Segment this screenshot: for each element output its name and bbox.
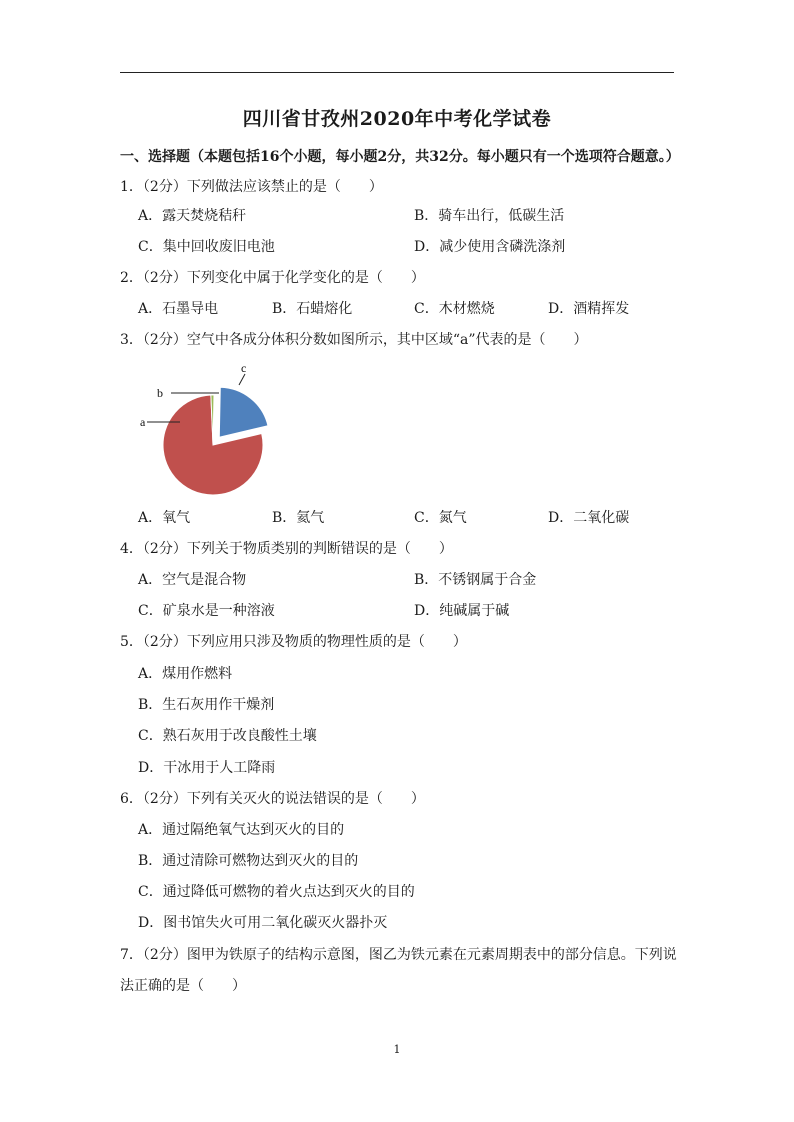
question-3-option-c[interactable]: C．氮气 [414, 510, 467, 526]
pie-label-b: b [157, 386, 163, 400]
question-5-option-b[interactable]: B．生石灰用作干燥剂 [138, 697, 275, 713]
question-6-option-d[interactable]: D．图书馆失火可用二氧化碳灭火器扑灭 [138, 915, 388, 931]
question-2-option-b[interactable]: B．石蜡熔化 [272, 301, 353, 317]
section-heading: 一、选择题（本题包括16个小题，每小题2分，共32分。每小题只有一个选项符合题意。） [120, 149, 680, 165]
question-6-stem: 6．（2分）下列有关灭火的说法错误的是（ ） [120, 791, 425, 807]
page-number: 1 [393, 1043, 401, 1056]
question-2-stem: 2．（2分）下列变化中属于化学变化的是（ ） [120, 270, 425, 286]
question-5-option-a[interactable]: A．煤用作燃料 [138, 666, 233, 682]
question-6-option-a[interactable]: A．通过隔绝氧气达到灭火的目的 [138, 822, 345, 838]
question-2-option-d[interactable]: D．酒精挥发 [548, 301, 630, 317]
question-4-option-d[interactable]: D．纯碱属于碱 [414, 603, 510, 619]
question-3-option-a[interactable]: A．氧气 [138, 510, 191, 526]
question-3-option-d[interactable]: D．二氧化碳 [548, 510, 630, 526]
page-title: 四川省甘孜州2020年中考化学试卷 [242, 108, 552, 130]
pie-label-a: a [140, 415, 146, 429]
question-1-option-c[interactable]: C．集中回收废旧电池 [138, 239, 275, 255]
question-5-stem: 5．（2分）下列应用只涉及物质的物理性质的是（ ） [120, 634, 467, 650]
question-2-option-a[interactable]: A．石墨导电 [138, 301, 219, 317]
header-rule [120, 72, 674, 73]
pie-label-c: c [241, 362, 247, 375]
air-composition-pie-chart [135, 362, 275, 502]
leader-line-c [239, 374, 245, 385]
question-1-option-b[interactable]: B．骑车出行，低碳生活 [414, 208, 565, 224]
question-6-option-c[interactable]: C．通过降低可燃物的着火点达到灭火的目的 [138, 884, 415, 900]
question-6-option-b[interactable]: B．通过清除可燃物达到灭火的目的 [138, 853, 359, 869]
question-1-option-a[interactable]: A．露天焚烧秸秆 [138, 208, 247, 224]
question-1-option-d[interactable]: D．减少使用含磷洗涤剂 [414, 239, 566, 255]
question-2-option-c[interactable]: C．木材燃烧 [414, 301, 495, 317]
pie-slice-c [219, 387, 268, 437]
question-4-option-a[interactable]: A．空气是混合物 [138, 572, 247, 588]
question-1-stem: 1．（2分）下列做法应该禁止的是（ ） [120, 179, 383, 195]
question-4-stem: 4．（2分）下列关于物质类别的判断错误的是（ ） [120, 541, 453, 557]
question-4-option-c[interactable]: C．矿泉水是一种溶液 [138, 603, 275, 619]
question-7-stem-line-1: 7．（2分）图甲为铁原子的结构示意图，图乙为铁元素在元素周期表中的部分信息。下列说 [120, 947, 677, 963]
question-3-option-b[interactable]: B．氦气 [272, 510, 325, 526]
question-3-stem: 3．（2分）空气中各成分体积分数如图所示，其中区域“a”代表的是（ ） [120, 332, 588, 348]
question-5-option-c[interactable]: C．熟石灰用于改良酸性土壤 [138, 728, 317, 744]
question-5-option-d[interactable]: D．干冰用于人工降雨 [138, 760, 276, 776]
question-4-option-b[interactable]: B．不锈钢属于合金 [414, 572, 537, 588]
question-7-stem-line-2: 法正确的是（ ） [120, 978, 246, 994]
